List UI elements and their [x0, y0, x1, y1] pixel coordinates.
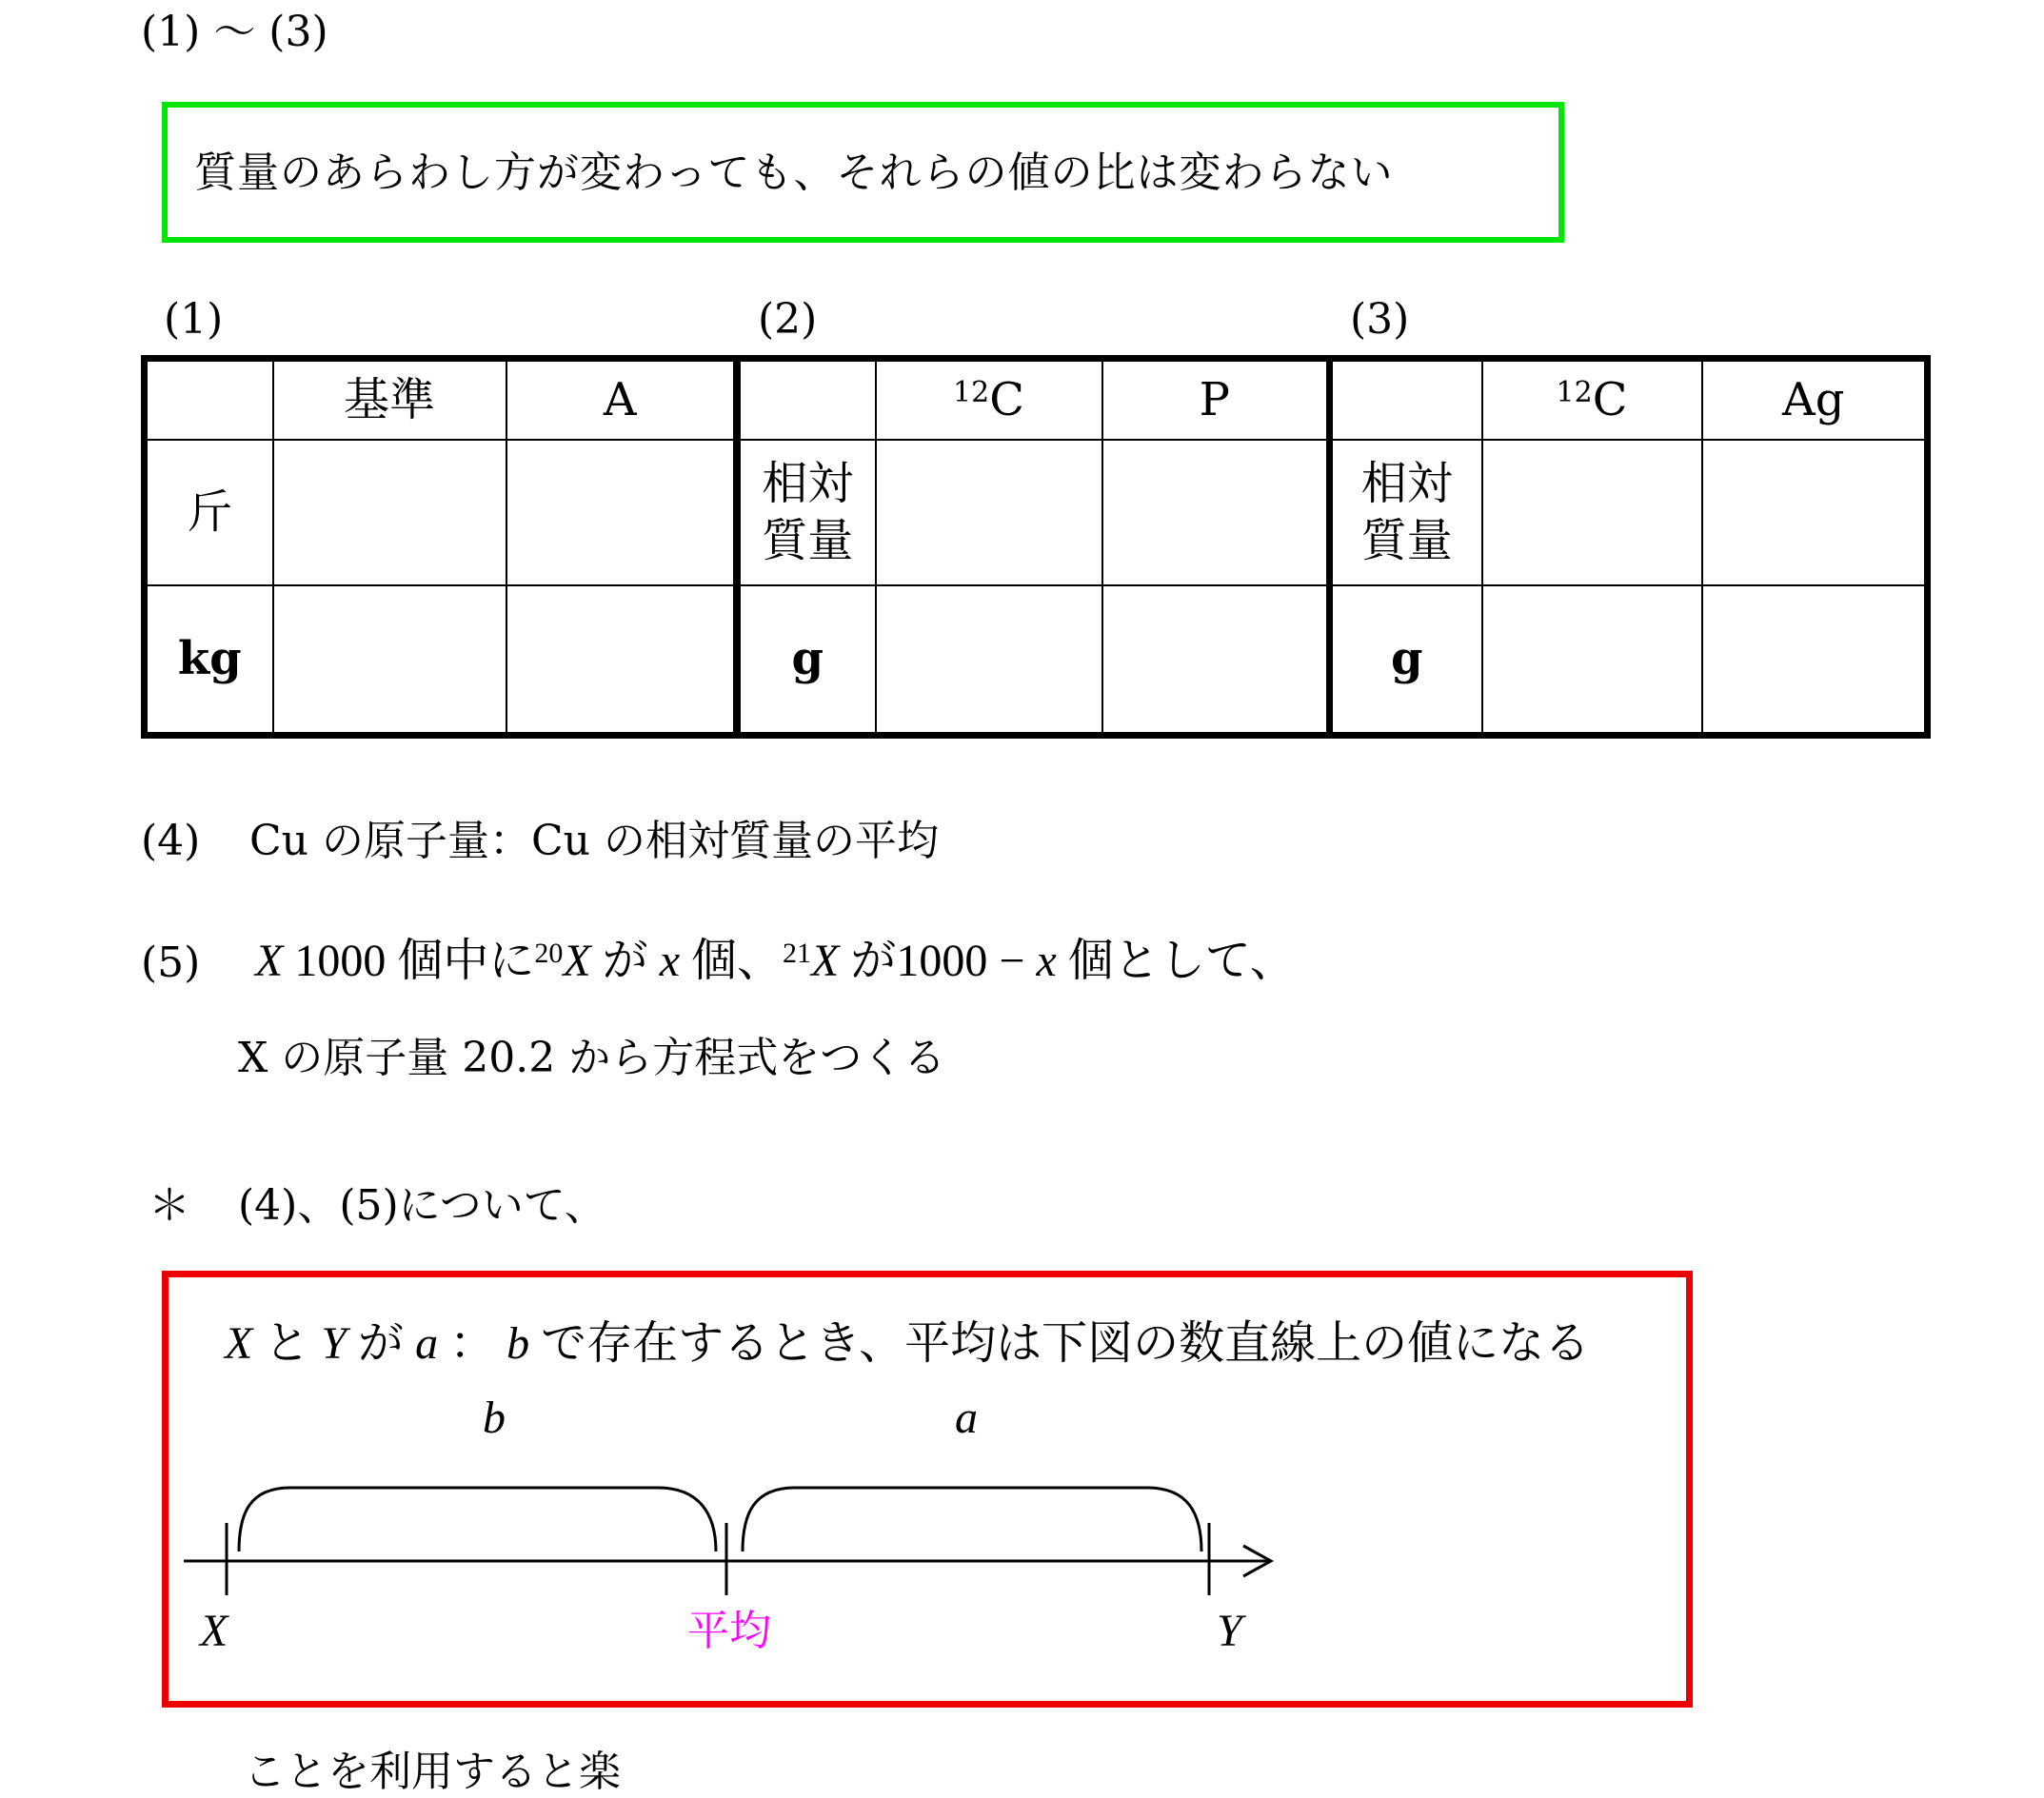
table2-row-label-relative-mass: 相対 質量 [738, 440, 876, 585]
table1-header-standard: 基準 [273, 359, 506, 440]
question-5-line-2: X の原子量 20.2 から方程式をつくる [238, 1034, 946, 1082]
axis-label-y: Y [1217, 1606, 1242, 1656]
table1-row-label-kg: kg [145, 585, 273, 736]
question-4-number: (4) [141, 817, 201, 865]
axis-label-x: X [200, 1606, 228, 1656]
carbon-symbol: C [1592, 373, 1628, 427]
weighted-mean-statement: X と Y が a ： b で存在するとき、平均は下図の数直線上の値になる [225, 1318, 1591, 1369]
question-5-number: (5) [141, 939, 201, 987]
brace-a [743, 1488, 1201, 1551]
table2-header-p: P [1102, 359, 1330, 440]
table1-row-label-kin: 斤 [145, 440, 273, 585]
table2-label: (2) [758, 295, 818, 344]
table2-row-label-g: g [738, 585, 876, 736]
table3-label: (3) [1350, 295, 1410, 344]
brace-a-label: a [955, 1393, 978, 1443]
axis-label-mean: 平均 [687, 1607, 771, 1655]
table1-header-a: A [506, 359, 737, 440]
table3-row-label-relative-mass: 相対 質量 [1330, 440, 1482, 585]
table3-header-ag: Ag [1702, 359, 1928, 440]
brace-b [239, 1488, 716, 1551]
table3-row-label-g: g [1330, 585, 1482, 736]
mass-number-12: 12 [1556, 376, 1593, 410]
carbon-symbol: C [989, 373, 1024, 427]
note-asterisk: ＊ [149, 1181, 190, 1230]
mass-number-12: 12 [953, 376, 990, 410]
key-point-text: 質量のあらわし方が変わっても、それらの値の比は変わらない [194, 148, 1394, 197]
note-text: (4)、(5)について、 [238, 1181, 606, 1230]
brace-b-label: b [483, 1393, 506, 1443]
question-5-line-1: X 1000 個中に$^{20}$X が x 個、$^{21}$X が1000 − x 個として、 [255, 936, 1296, 986]
section-range-label: (1) ～ (3) [141, 8, 328, 56]
table1-label: (1) [164, 295, 224, 344]
closing-remark: ことを利用すると楽 [244, 1748, 621, 1796]
question-4-text: Cu の原子量：Cu の相対質量の平均 [249, 817, 939, 865]
